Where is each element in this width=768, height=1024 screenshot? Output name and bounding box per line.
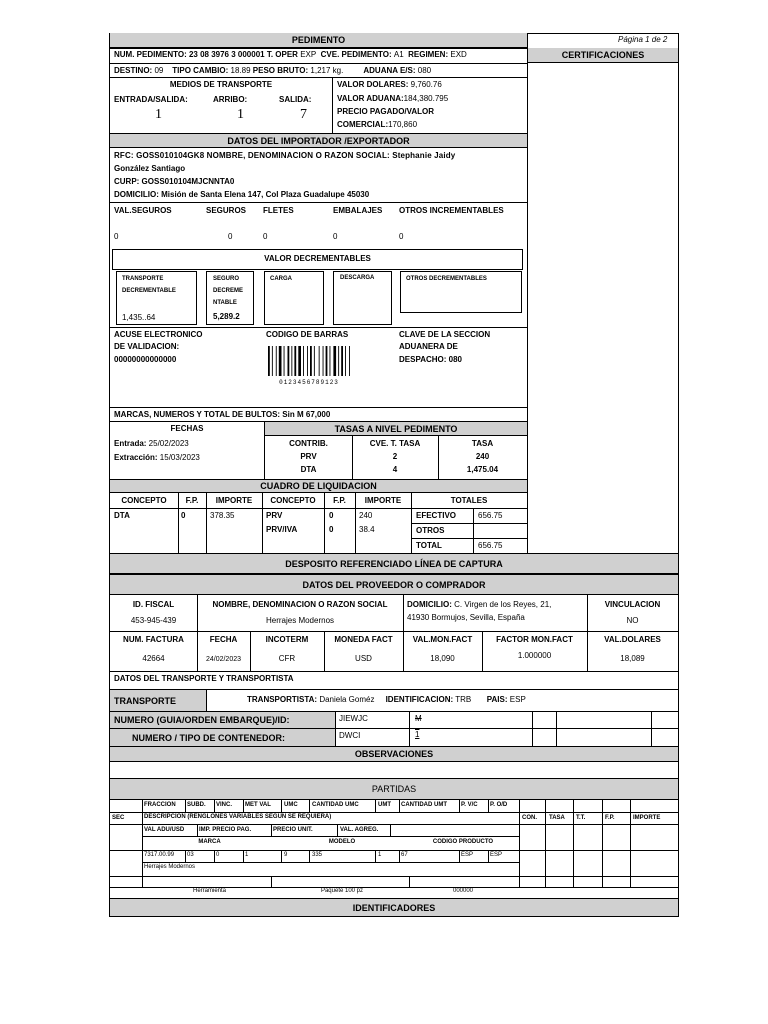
tasas-r0-c2: 240 bbox=[475, 452, 490, 461]
partidas-r1-1: SUBD. bbox=[187, 802, 206, 808]
partidas-d8: ESP bbox=[461, 852, 474, 858]
page-number: Página 1 de 2 bbox=[618, 35, 668, 44]
num-pedimento: NUM. PEDIMENTO: 23 08 3976 3 000001 T. OPER EXP CVE. PEDIMENTO: A1 REGIMEN: EXD bbox=[114, 50, 467, 59]
domicilio-prov: DOMICILIO: C. Virgen de los Reyes, 21, bbox=[407, 600, 552, 609]
clave-l3: DESPACHO: 080 bbox=[399, 355, 462, 364]
seguro-dec-l3: NTABLE bbox=[213, 300, 237, 306]
partidas-r1-5: CANTIDAD UMC bbox=[312, 802, 359, 808]
decrementables-title: VALOR DECREMENTABLES bbox=[264, 254, 371, 263]
factura-v6: 18,089 bbox=[620, 654, 645, 663]
partidas-r1-4: UMC bbox=[284, 802, 298, 808]
domicilio-prov-l2: 41930 Bormujos, Sevilla, España bbox=[407, 613, 525, 622]
transporte-dec-l2: DECREMENTABLE bbox=[122, 288, 176, 294]
transporte-dec-value: 1,435..64 bbox=[122, 313, 156, 322]
partidas-fp: F.P. bbox=[605, 815, 615, 821]
liq-mid-r0-importe: 240 bbox=[359, 511, 373, 520]
partidas-con: CON. bbox=[522, 815, 537, 821]
inc-header-0: VAL.SEGUROS bbox=[114, 206, 172, 215]
barcode-digits: 0123456789123 bbox=[279, 379, 339, 384]
vinculacion-label: VINCULACION bbox=[604, 600, 661, 609]
inc-header-3: EMBALAJES bbox=[333, 206, 383, 215]
factura-v2: CFR bbox=[278, 654, 296, 663]
factura-h4: VAL.MON.FACT bbox=[412, 635, 473, 644]
total-value: 656.75 bbox=[478, 541, 503, 550]
valor-comercial: COMERCIAL:170,860 bbox=[337, 120, 418, 129]
curp: CURP: GOSS010104MJCNNTA0 bbox=[114, 177, 235, 186]
inc-header-4: OTROS INCREMENTABLES bbox=[399, 206, 504, 215]
partidas-codigo: CODIGO PRODUCTO bbox=[432, 839, 494, 845]
inc-header-1: SEGUROS bbox=[206, 206, 247, 215]
nombre-label: NOMBRE, DENOMINACION O RAZON SOCIAL bbox=[212, 600, 388, 609]
partidas-tt: T.T. bbox=[576, 815, 586, 821]
acuse-l1: ACUSE ELECTRONICO bbox=[114, 330, 203, 339]
liq-left-fp: 0 bbox=[181, 511, 186, 520]
partidas-d5: 335 bbox=[312, 852, 323, 858]
inc-header-2: FLETES bbox=[263, 206, 294, 215]
partidas-r1-6: UMT bbox=[378, 802, 391, 808]
rfc-line: RFC: GOSS010104GK8 NOMBRE, DENOMINACION O RAZON SOCIAL: Stephanie Jaidy bbox=[114, 151, 456, 160]
transporte-label-cell: TRANSPORTE bbox=[110, 690, 206, 711]
factura-h6: VAL.DOLARES bbox=[604, 635, 661, 644]
partidas-importe: IMPORTE bbox=[633, 815, 661, 821]
medios-title: MEDIOS DE TRANSPORTE bbox=[169, 80, 273, 89]
tasas-r1-c0: DTA bbox=[300, 465, 317, 474]
partidas-marca: MARCA bbox=[198, 839, 221, 845]
partidas-r1-3: MET VAL bbox=[245, 802, 271, 808]
liq-left-importe: 378.35 bbox=[210, 511, 235, 520]
acuse-l2: DE VALIDACION: bbox=[114, 342, 180, 351]
partidas-d6: 1 bbox=[378, 852, 382, 858]
tasas-header-2: TASA bbox=[471, 439, 494, 448]
destino-row: DESTINO: 09 TIPO CAMBIO: 18.89 PESO BRUTO: 1,217 kg. ADUANA E/S: 080 bbox=[114, 66, 432, 75]
partidas-descripcion: DESCRIPCION (RENGLONES VARIABLES SEGUN SE REQUIERA) bbox=[144, 814, 332, 820]
total-efectivo-value: 656.75 bbox=[478, 511, 503, 520]
precio-pagado: PRECIO PAGADO/VALOR bbox=[337, 107, 435, 116]
liq-h0: CONCEPTO bbox=[121, 496, 167, 505]
liquidacion-title: CUADRO DE LIQUIDACION bbox=[110, 479, 527, 493]
partidas-modelo: MODELO bbox=[328, 839, 356, 845]
total-otros-label: OTROS bbox=[416, 526, 445, 535]
descarga-label: DESCARGA bbox=[340, 275, 375, 281]
contenedor-row: NUMERO / TIPO DE CONTENEDOR: bbox=[110, 729, 335, 746]
seguro-dec-l1: SEGURO bbox=[213, 276, 240, 282]
deposito-band: DESPOSITO REFERENCIADO LÍNEA DE CAPTURA bbox=[110, 553, 678, 574]
partidas-d2: 0 bbox=[216, 852, 220, 858]
liq-mid-r0-fp: 0 bbox=[329, 511, 334, 520]
partidas-r1-8: P. V/C bbox=[461, 802, 478, 808]
vinculacion-value: NO bbox=[626, 616, 639, 625]
liq-h6: TOTALES bbox=[450, 496, 488, 505]
id-fiscal-label: ID. FISCAL bbox=[132, 600, 175, 609]
tasas-r1-c1: 4 bbox=[392, 465, 398, 474]
liq-h1: F.P. bbox=[185, 496, 199, 505]
tasas-r1-c2: 1,475.04 bbox=[466, 465, 499, 474]
tasas-r0-c0: PRV bbox=[300, 452, 317, 461]
partidas-r1-9: P. O/D bbox=[490, 802, 508, 808]
liq-mid-r1-importe: 38.4 bbox=[359, 525, 375, 534]
factura-h3: MONEDA FACT bbox=[334, 635, 393, 644]
partidas-d9: ESP bbox=[490, 852, 503, 858]
liq-mid-r1-concepto: PRV/IVA bbox=[266, 525, 298, 534]
partidas-modelo-value: Paquete 100 pz bbox=[320, 888, 364, 894]
tasas-header-0: CONTRIB. bbox=[289, 439, 328, 448]
partidas-codigo-value: 000000 bbox=[452, 888, 474, 894]
arribo-label: ARRIBO: bbox=[213, 95, 248, 104]
fechas-title: FECHAS bbox=[170, 424, 204, 433]
partidas-marca-value: Herramienta bbox=[192, 888, 226, 894]
liq-h5: IMPORTE bbox=[364, 496, 402, 505]
partidas-r3-2: PRECIO UNIT. bbox=[273, 827, 313, 833]
partidas-r3-0: VAL ADU/USD bbox=[144, 827, 185, 833]
transportista: TRANSPORTISTA: Daniela Goméz IDENTIFICACION: TRB PAIS: ESP bbox=[247, 695, 526, 704]
entrada-value: 1 bbox=[155, 107, 162, 122]
guia-row: NUMERO (GUIA/ORDEN EMBARQUE)/ID: bbox=[110, 712, 335, 728]
contenedor-code: 1 bbox=[415, 730, 420, 739]
clave-l1: CLAVE DE LA SECCION bbox=[399, 330, 491, 339]
factura-v4: 18,090 bbox=[430, 654, 455, 663]
transporte-dec-l1: TRANSPORTE bbox=[122, 276, 164, 282]
guia-value: JIEWJC bbox=[339, 714, 368, 723]
name-line2: González Santiago bbox=[114, 164, 186, 173]
inc-value-4: 0 bbox=[399, 232, 404, 241]
factura-v0: 42664 bbox=[142, 654, 165, 663]
liq-h4: F.P. bbox=[333, 496, 346, 505]
partidas-sec: SEC bbox=[112, 815, 125, 821]
factura-h2: INCOTERM bbox=[265, 635, 309, 644]
factura-h0: NUM. FACTURA bbox=[123, 635, 184, 644]
partidas-title: PARTIDAS bbox=[110, 778, 678, 800]
codigo-barras-label: CODIGO DE BARRAS bbox=[266, 330, 349, 339]
entrada-label: ENTRADA/SALIDA: bbox=[114, 95, 188, 104]
liq-left-concepto: DTA bbox=[114, 511, 130, 520]
liq-h2: IMPORTE bbox=[215, 496, 253, 505]
observaciones-band: OBSERVACIONES bbox=[110, 746, 678, 762]
salida-value: 7 bbox=[300, 107, 307, 122]
certificaciones-header: CERTIFICACIONES bbox=[527, 48, 678, 63]
fecha-entrada: Entrada: 25/02/2023 bbox=[114, 439, 189, 448]
partidas-d7: 67 bbox=[401, 852, 408, 858]
inc-value-1: 0 bbox=[228, 232, 233, 241]
factura-v3: USD bbox=[355, 654, 372, 663]
inc-value-0: 0 bbox=[114, 232, 119, 241]
partidas-r3-1: IMP. PRECIO PAG. bbox=[199, 827, 252, 833]
valor-dolares: VALOR DOLARES: 9,760.76 bbox=[337, 80, 442, 89]
factura-v5: 1.000000 bbox=[517, 651, 552, 660]
tasas-title: TASAS A NIVEL PEDIMENTO bbox=[265, 421, 527, 436]
partidas-d1: 03 bbox=[187, 852, 194, 858]
partidas-tasa: TASA bbox=[549, 815, 565, 821]
transporte-section: DATOS DEL TRANSPORTE Y TRANSPORTISTA bbox=[114, 674, 294, 683]
total-efectivo-label: EFECTIVO bbox=[416, 511, 457, 520]
carga-label: CARGA bbox=[270, 276, 292, 282]
partidas-d0: 7317.00.99 bbox=[144, 852, 175, 858]
liq-mid-r1-fp: 0 bbox=[329, 525, 334, 534]
partidas-desc-value: Herrajes Modernos bbox=[144, 864, 196, 870]
domicilio: DOMICILIO: Misión de Santa Elena 147, Col Plaza Guadalupe 45030 bbox=[114, 190, 370, 199]
tasas-r0-c1: 2 bbox=[392, 452, 398, 461]
id-fiscal-value: 453-945-439 bbox=[130, 616, 177, 625]
nombre-value: Herrajes Modernos bbox=[265, 616, 335, 625]
tasas-header-1: CVE. T. TASA bbox=[369, 439, 421, 448]
fecha-extraccion: Extracción: 15/03/2023 bbox=[114, 453, 200, 462]
clave-l2: ADUANERA DE bbox=[399, 342, 458, 351]
total-label: TOTAL bbox=[416, 541, 442, 550]
factura-h5: FACTOR MON.FACT bbox=[496, 635, 573, 644]
inc-value-3: 0 bbox=[333, 232, 338, 241]
title-bar bbox=[110, 33, 527, 48]
partidas-r1-2: VINC. bbox=[216, 802, 233, 808]
liq-h3: CONCEPTO bbox=[270, 496, 316, 505]
barcode bbox=[266, 346, 352, 384]
partidas-d4: 9 bbox=[284, 852, 288, 858]
salida-label: SALIDA: bbox=[279, 95, 312, 104]
partidas-r1-7: CANTIDAD UMT bbox=[401, 802, 447, 808]
guia-code: M bbox=[415, 714, 422, 723]
seguro-dec-l2: DECREME bbox=[213, 288, 244, 294]
contenedor-value: DWCI bbox=[339, 731, 361, 740]
otros-dec-label: OTROS DECREMENTABLES bbox=[406, 276, 487, 282]
identificadores-band: IDENTIFICADORES bbox=[110, 899, 678, 916]
marcas-bultos: MARCAS, NUMEROS Y TOTAL DE BULTOS: Sin M 67,000 bbox=[114, 410, 331, 419]
partidas-r1-0: FRACCION bbox=[144, 802, 176, 808]
acuse-value: 00000000000000 bbox=[114, 355, 177, 364]
factura-v1: 24/02/2023 bbox=[205, 656, 242, 663]
partidas-d3: 1 bbox=[245, 852, 249, 858]
partidas-r3-3: VAL. AGREG. bbox=[340, 827, 379, 833]
proveedor-title: DATOS DEL PROVEEDOR O COMPRADOR bbox=[110, 574, 678, 595]
inc-value-2: 0 bbox=[263, 232, 268, 241]
importador-section: DATOS DEL IMPORTADOR /EXPORTADOR bbox=[110, 133, 527, 148]
seguro-dec-value: 5,289.2 bbox=[213, 312, 240, 321]
factura-h1: FECHA bbox=[209, 635, 238, 644]
liq-mid-r0-concepto: PRV bbox=[266, 511, 283, 520]
valor-aduana: VALOR ADUANA:184,380.795 bbox=[337, 94, 449, 103]
arribo-value: 1 bbox=[237, 107, 244, 122]
page-title: PEDIMENTO bbox=[291, 35, 346, 45]
